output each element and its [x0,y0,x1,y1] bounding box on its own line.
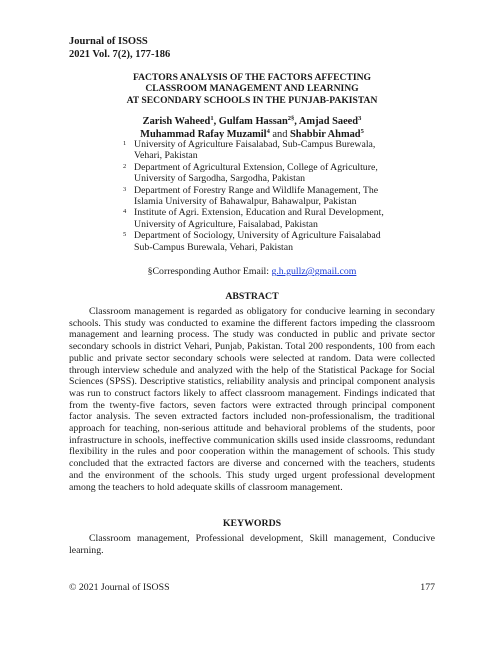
journal-volume: 2021 Vol. 7(2), 177-186 [69,49,171,60]
corresponding-label: §Corresponding Author Email: [147,266,272,277]
affiliation-line: University of Agriculture, Faisalabad, Pakistan [134,218,318,230]
affiliation-number: 4 [123,208,127,216]
affiliation-number: 5 [123,231,127,239]
corresponding-email-link[interactable]: g.h.gullz@gmail.com [271,266,357,277]
keywords-text: Classroom management, Professional development, Skill management, Conducive learning. [69,533,435,556]
footer-copyright: © 2021 Journal of ISOSS [69,582,170,593]
affiliation-item [123,162,423,185]
affiliation-line: University of Sargodha, Sargodha, Pakistan [134,173,306,185]
author-and: and [269,129,291,140]
affiliation-list [123,139,423,253]
corresponding-author [69,266,435,278]
affiliation-line: Department of Forestry Range and Wildlife Management, The [134,184,379,196]
affiliation-number: 2 [123,162,127,170]
affiliation-number: 3 [123,185,127,193]
affiliation-line: Islamia University of Bahawalpur, Bahawalpur, Pakistan [134,196,357,208]
author-separator: , [294,116,299,127]
keywords-heading: KEYWORDS [222,518,282,529]
author-name: Amjad Saeed [298,116,359,127]
affiliation-item [123,230,423,253]
paper-title [69,72,435,106]
author-name: Gulfam Hassan [218,116,288,127]
abstract-text: Classroom management is regarded as obligatory for conducive learning in secondary schools. This study was conducted to examine the different factors impeding the classroom management and learning process. The study was conducted in public and private sector secondary schools in district Vehari, Punjab, Pakistan. Total 200 respondents, 100 from each public and private sector secondary schools were selected at random. Data were collected through interview schedule and analyzed with the help of the Statistical Package for Social Sciences (SPSS). Descriptive statistics, reliability analysis and principal component analysis was run to construct factors likely to affect classroom management. Findings indicated that from the twenty-five factors, seven factors were extracted through principal component factor analysis. The seven extracted factors included non-professionalism, the traditional approach for teaching, non-serious attitude and behavioral problems of the students, poor infrastructure in schools, ineffective communication skills used inside classrooms, redundant flexibility in the rules and poor cooperation within the management of schools. This study concluded that the extracted factors are diverse and concerned with the teachers, students and the environment of the schools. This study urged urgent professional development among the teachers to hold adequate skills of classroom management. [69,306,435,493]
author-name: Muhammad Rafay Muzamil [140,129,267,140]
abstract-heading: ABSTRACT [225,291,279,302]
author-affil-mark: 3 [358,115,362,122]
affiliation-line: Department of Agricultural Extension, College of Agriculture, [134,161,378,173]
author-affil-mark: 2§ [287,115,295,122]
affiliation-line: University of Agriculture Faisalabad, Sub-Campus Burewala, [134,139,376,150]
affiliation-line: Sub-Campus Burewala, Vehari, Pakistan [134,241,293,253]
footer-page-number: 177 [420,582,435,593]
affiliation-item [123,185,423,208]
affiliation-number: 1 [123,140,127,147]
affiliation-line: Institute of Agri. Extension, Education and Rural Development, [134,207,384,219]
title-line: FACTORS ANALYSIS OF THE FACTORS AFFECTING [132,72,372,83]
author-name: Shabbir Ahmad [290,129,361,140]
affiliation-item [123,139,423,162]
author-affil-mark: 1 [210,115,214,122]
affiliation-item [123,207,423,230]
author-separator: , [213,116,219,127]
affiliation-line: Vehari, Pakistan [134,150,198,162]
affiliation-line: Department of Sociology, University of Agriculture Faisalabad [134,230,381,242]
author-affil-mark: 5 [360,128,364,135]
author-line-1 [69,115,435,128]
title-line: AT SECONDARY SCHOOLS IN THE PUNJAB-PAKISTAN [126,94,378,106]
author-name: Zarish Waheed [142,116,211,127]
title-line: CLASSROOM MANAGEMENT AND LEARNING [145,83,359,95]
author-affil-mark: 4 [266,128,270,135]
journal-name: Journal of ISOSS [69,36,148,47]
journal-header [69,35,170,61]
